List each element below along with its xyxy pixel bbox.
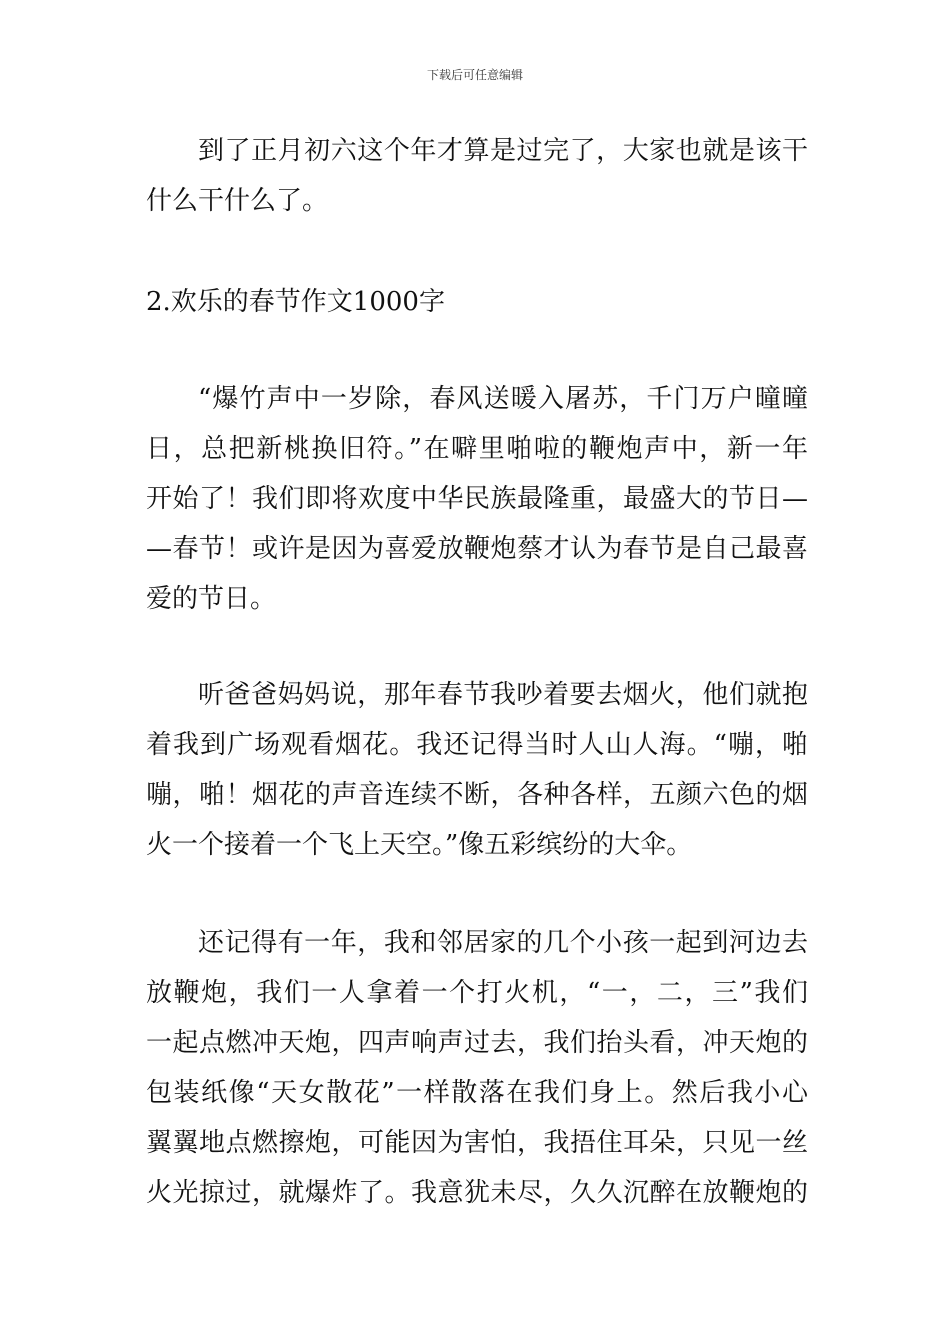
- paragraph-line: 爱的节日。: [146, 584, 277, 614]
- section-heading: 2.欢乐的春节作文1000字: [146, 287, 445, 317]
- paragraph-line: 放鞭炮，我们一人拿着一个打火机，“一，二，三”我们: [146, 978, 808, 1008]
- paragraph-4: [146, 918, 808, 1218]
- paragraph-line: 翼翼地点燃擦炮，可能因为害怕，我捂住耳朵，只见一丝: [146, 1128, 808, 1158]
- paragraph-line: 嘣，啪！烟花的声音连续不断，各种各样，五颜六色的烟: [146, 780, 808, 810]
- paragraph-line: 日，总把新桃换旧符。”在噼里啪啦的鞭炮声中，新一年: [146, 434, 808, 464]
- paragraph-line: 着我到广场观看烟花。我还记得当时人山人海。“嘣，啪: [146, 730, 808, 760]
- paragraph-3: [146, 670, 808, 870]
- page-header: 下载后可任意编辑: [426, 68, 523, 82]
- paragraph-1: [146, 126, 808, 226]
- paragraph-line: “爆竹声中一岁除，春风送暖入屠苏，千门万户曈曈: [198, 384, 808, 414]
- paragraph-line: —春节！或许是因为喜爱放鞭炮蔡才认为春节是自己最喜: [146, 534, 808, 564]
- paragraph-line: 火一个接着一个飞上天空。”像五彩缤纷的大伞。: [146, 830, 693, 860]
- paragraph-line: 火光掠过，就爆炸了。我意犹未尽，久久沉醉在放鞭炮的: [146, 1178, 808, 1208]
- paragraph-line: 包装纸像“天女散花”一样散落在我们身上。然后我小心: [146, 1078, 808, 1108]
- paragraph-line: 还记得有一年，我和邻居家的几个小孩一起到河边去: [198, 928, 808, 958]
- paragraph-2: [146, 374, 808, 624]
- paragraph-line: 听爸爸妈妈说，那年春节我吵着要去烟火，他们就抱: [198, 680, 808, 710]
- paragraph-line: 到了正月初六这个年才算是过完了，大家也就是该干: [198, 136, 808, 166]
- paragraph-line: 开始了！我们即将欢度中华民族最隆重，最盛大的节日—: [146, 484, 808, 514]
- paragraph-line: 一起点燃冲天炮，四声响声过去，我们抬头看，冲天炮的: [146, 1028, 808, 1058]
- paragraph-line: 什么干什么了。: [146, 186, 329, 216]
